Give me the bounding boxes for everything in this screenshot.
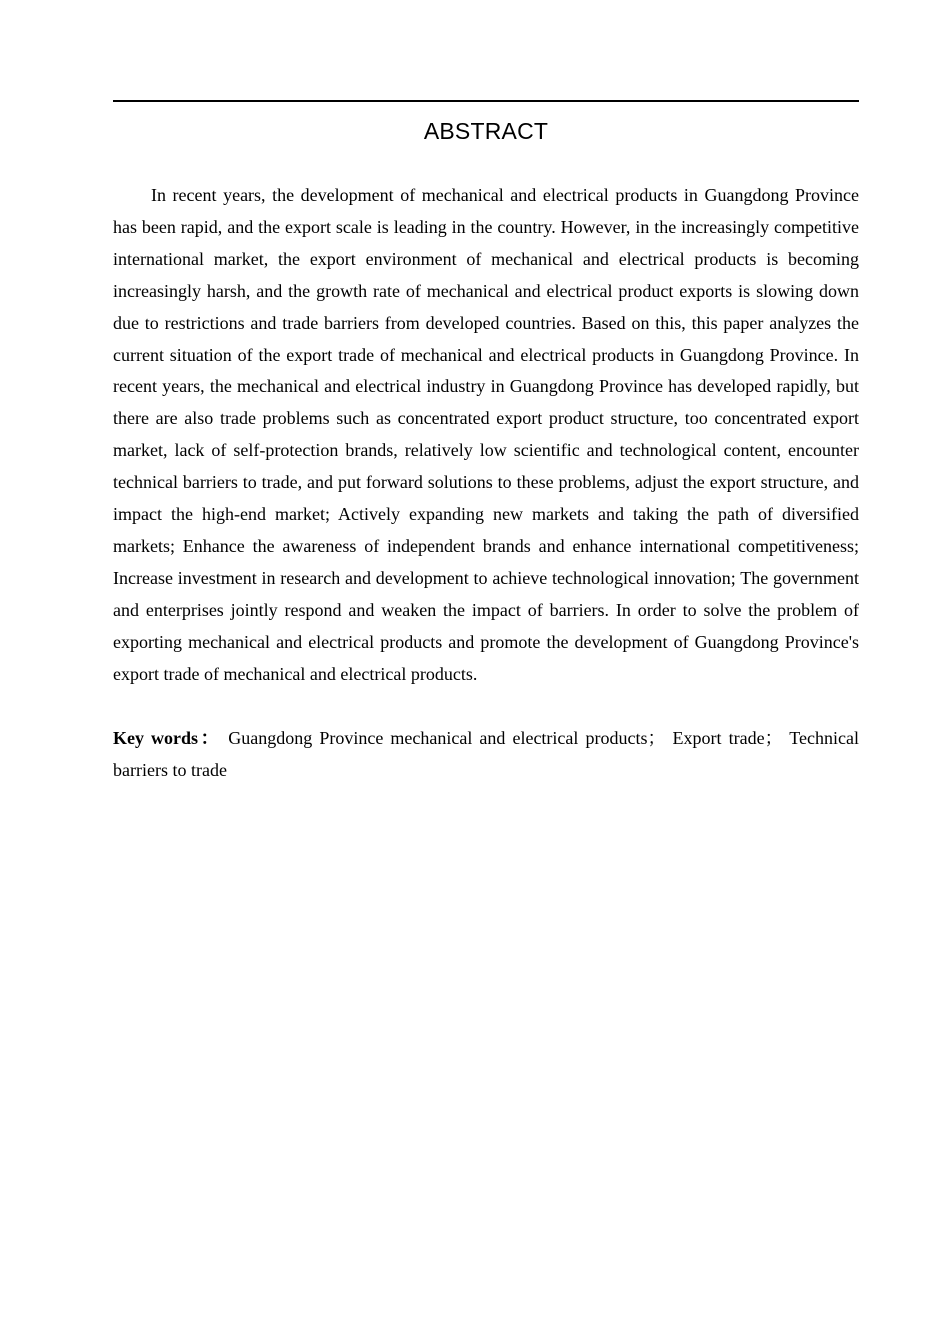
abstract-title: ABSTRACT: [423, 118, 549, 144]
header-rule: [113, 100, 859, 102]
abstract-paragraph: In recent years, the development of mechanical and electrical products in Guangdong Province has been rapid, and the export scale is leading in the country. However, in the increasingly competitive international market, the export environment of mechanical and electrical products is becoming increasingly harsh, and the growth rate of mechanical and electrical product exports is slowing down due to restrictions and trade barriers from developed countries. Based on this, this paper analyzes the current situation of the export trade of mechanical and electrical products in Guangdong Province. In recent years, the mechanical and electrical industry in Guangdong Province has developed rapidly, but there are also trade problems such as concentrated export product structure, too concentrated export market, lack of self-protection brands, relatively low scientific and technological content, encounter technical barriers to trade, and put forward solutions to these problems, adjust the export structure, and impact the high-end market; Actively expanding new markets and taking the path of diversified markets; Enhance the awareness of independent brands and enhance international competitiveness; Increase investment in research and development to achieve technological innovation; The government and enterprises jointly respond and weaken the impact of barriers. In order to solve the problem of exporting mechanical and electrical products and promote the development of Guangdong Province's export trade of mechanical and electrical products.: [113, 185, 859, 684]
keywords-text: Guangdong Province mechanical and electrical products； Export trade； Technical barriers to trade: [113, 728, 860, 780]
keywords-label: Key words：: [113, 728, 222, 748]
keywords-line: [113, 723, 859, 787]
